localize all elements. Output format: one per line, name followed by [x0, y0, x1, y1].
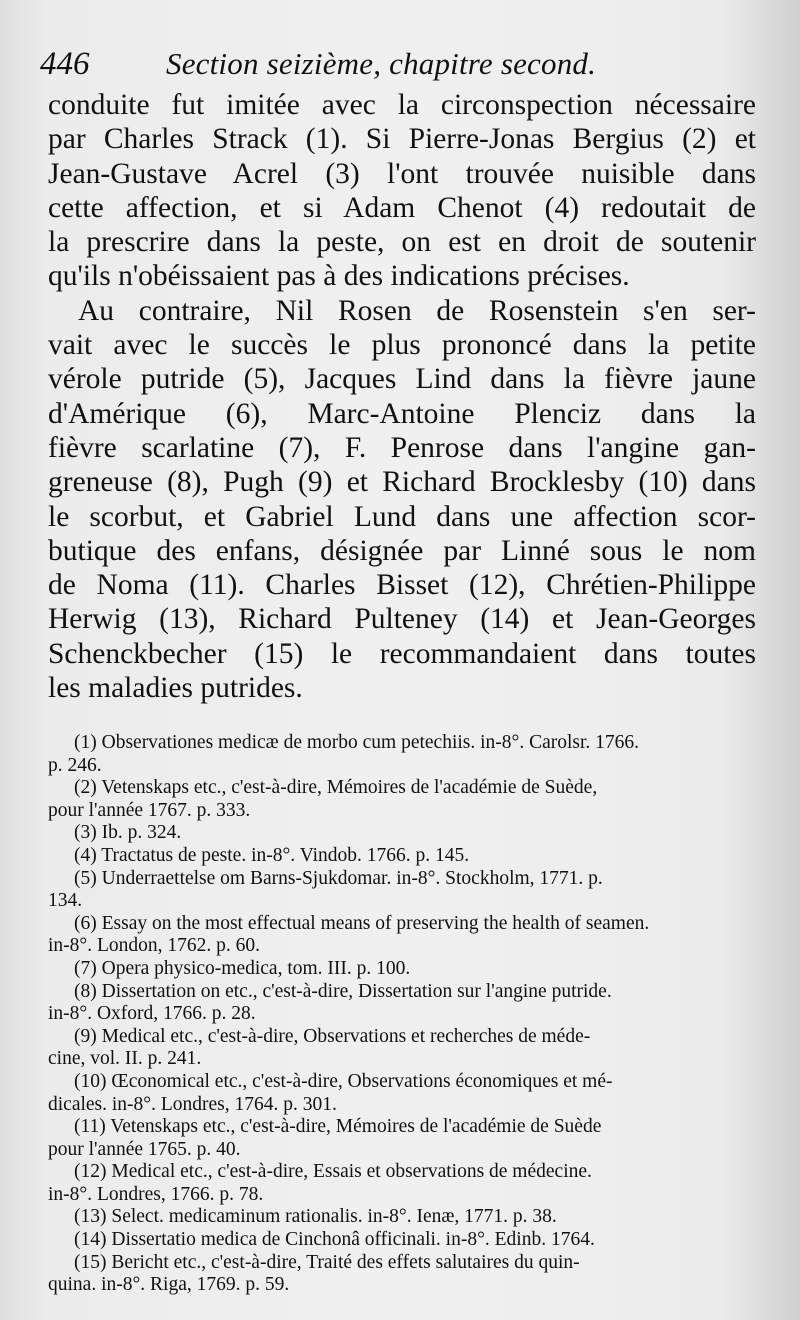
text-line: conduite fut imitée avec la circonspection nécessaire — [48, 89, 756, 121]
footnote-line: (6) Essay on the most effectual means of preserving the health of seamen. — [74, 912, 650, 934]
text-line: qu'ils n'obéissaient pas à des indications précises. — [48, 260, 630, 293]
footnote-line: (15) Bericht etc., c'est-à-dire, Traité des effets salutaires du quin- — [74, 1251, 580, 1273]
footnote-line: (4) Tractatus de peste. in-8°. Vindob. 1766. p. 145. — [74, 844, 470, 866]
text-line: fièvre scarlatine (7), F. Penrose dans l'angine gan- — [48, 431, 756, 464]
footnote-line: (5) Underraettelse om Barns-Sjukdomar. in-8°. Stockholm, 1771. p. — [74, 867, 603, 889]
text-line: les maladies putrides. — [48, 672, 303, 705]
running-head: Section seizième, chapitre second. — [166, 46, 597, 81]
footnote-line: (3) Ib. p. 324. — [74, 822, 182, 844]
text-line: vait avec le succès le plus prononcé dans la petite — [48, 329, 756, 362]
text-line: par Charles Strack (1). Si Pierre-Jonas Bergius (2) et — [48, 123, 756, 156]
paragraph-2 — [48, 294, 756, 706]
footnote-line: quina. in-8°. Riga, 1769. p. 59. — [48, 1274, 290, 1296]
paragraph-1 — [48, 88, 756, 294]
footnote-line: (11) Vetenskaps etc., c'est-à-dire, Mémoires de l'académie de Suède — [74, 1116, 602, 1138]
text-line: Schenckbecher (15) le recommandaient dans toutes — [48, 637, 756, 670]
footnote-line: (14) Dissertatio medica de Cinchonâ officinali. in-8°. Edinb. 1764. — [74, 1229, 595, 1251]
footnote-line: cine, vol. II. p. 241. — [48, 1048, 202, 1070]
footnote-line: pour l'année 1767. p. 333. — [48, 799, 251, 821]
text-line: butique des enfans, désignée par Linné sous le nom — [48, 534, 756, 567]
footnote-line: pour l'année 1765. p. 40. — [48, 1138, 241, 1160]
text-line: de Noma (11). Charles Bisset (12), Chrétien-Philippe — [48, 569, 756, 602]
text-line: Herwig (13), Richard Pulteney (14) et Jean-Georges — [48, 603, 756, 636]
footnotes — [48, 732, 760, 1297]
text-line: le scorbut, et Gabriel Lund dans une affection scor- — [48, 500, 756, 533]
footnote-line: (10) Œconomical etc., c'est-à-dire, Observations économiques et mé- — [74, 1070, 613, 1092]
text-line: cette affection, et si Adam Chenot (4) redoutait de — [48, 191, 756, 224]
footnote-line: (7) Opera physico-medica, tom. III. p. 100. — [74, 957, 411, 979]
footnote-line: dicales. in-8°. Londres, 1764. p. 301. — [48, 1093, 337, 1115]
text-line: greneuse (8), Pugh (9) et Richard Brocklesby (10) dans — [48, 466, 756, 499]
text-line: Au contraire, Nil Rosen de Rosenstein s'en ser- — [78, 294, 756, 327]
footnote-line: in-8°. London, 1762. p. 60. — [48, 935, 260, 957]
footnote-line: p. 246. — [48, 754, 102, 776]
text-line: vérole putride (5), Jacques Lind dans la fièvre jaune — [48, 363, 756, 396]
text-line: d'Amérique (6), Marc-Antoine Plenciz dans la — [48, 397, 756, 430]
footnote-line: (2) Vetenskaps etc., c'est-à-dire, Mémoires de l'académie de Suède, — [74, 777, 598, 799]
footnote-line: (9) Medical etc., c'est-à-dire, Observations et recherches de méde- — [74, 1025, 591, 1047]
footnote-line: (12) Medical etc., c'est-à-dire, Essais et observations de médecine. — [74, 1161, 592, 1183]
footnote-line: (1) Observationes medicæ de morbo cum petechiis. in-8°. Carolsr. 1766. — [74, 732, 640, 753]
footnote-line: in-8°. Oxford, 1766. p. 28. — [48, 1003, 256, 1025]
text-line: Jean-Gustave Acrel (3) l'ont trouvée nuisible dans — [48, 157, 756, 190]
text-line: la prescrire dans la peste, on est en droit de soutenir — [48, 226, 756, 259]
footnote-line: (13) Select. medicaminum rationalis. in-8°. Ienæ, 1771. p. 38. — [74, 1206, 557, 1228]
main-text — [48, 88, 756, 705]
footnote-line: 134. — [48, 890, 83, 912]
page-number: 446 — [40, 46, 90, 82]
footnote-line: (8) Dissertation on etc., c'est-à-dire, Dissertation sur l'angine putride. — [74, 980, 612, 1002]
footnote-line: in-8°. Londres, 1766. p. 78. — [48, 1183, 264, 1205]
